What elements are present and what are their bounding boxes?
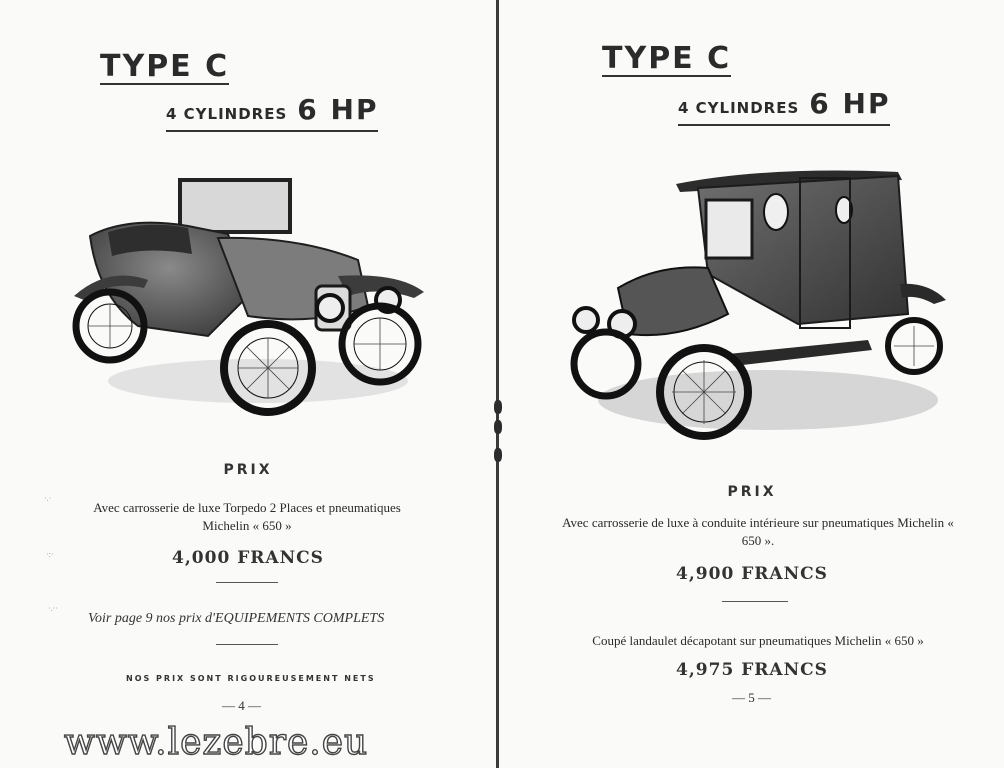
divider — [722, 601, 788, 602]
landaulet-description: Coupé landaulet décapotant sur pneumatiques Michelin « 650 » — [592, 633, 924, 648]
torpedo-description: Avec carrosserie de luxe Torpedo 2 Places et pneumatiques Michelin « 650 » — [93, 500, 401, 533]
engine-subtitle — [678, 87, 891, 126]
site-watermark: www.lezebre.eu — [64, 722, 369, 763]
power-label: 6 HP — [809, 87, 891, 120]
model-title: TYPE C — [602, 41, 732, 76]
torpedo-car-photo — [68, 176, 428, 426]
paper-specks: ·.· — [44, 494, 52, 503]
net-prices-note: NOS PRIX SONT RIGOUREUSEMENT NETS — [126, 674, 376, 683]
conduite-price: 4,900 FRANCS — [676, 564, 828, 584]
page-number: — 4 — — [222, 698, 261, 713]
page-gutter — [496, 0, 499, 768]
prix-heading: PRIX — [223, 462, 273, 478]
paper-specks: ·.·· — [48, 604, 58, 613]
divider — [216, 644, 278, 645]
left-page — [0, 0, 496, 768]
landaulet-price: 4,975 FRANCS — [676, 660, 828, 680]
cylinders-label: 4 CYLINDRES — [166, 105, 288, 123]
page-number: — 5 — — [732, 690, 771, 705]
equipment-note: Voir page 9 nos prix d'EQUIPEMENTS COMPLETS — [88, 611, 385, 626]
power-label: 6 HP — [297, 93, 379, 126]
divider — [216, 582, 278, 583]
conduite-description: Avec carrosserie de luxe à conduite intérieure sur pneumatiques Michelin « 650 ». — [562, 515, 954, 548]
engine-subtitle — [166, 93, 379, 132]
torpedo-price: 4,000 FRANCS — [172, 548, 324, 568]
conduite-interieure-car-photo — [568, 164, 952, 450]
paper-specks: ·:· — [46, 550, 54, 559]
cylinders-label: 4 CYLINDRES — [678, 99, 800, 117]
prix-heading: PRIX — [727, 484, 777, 500]
model-title: TYPE C — [100, 49, 230, 84]
right-page — [500, 0, 1004, 768]
